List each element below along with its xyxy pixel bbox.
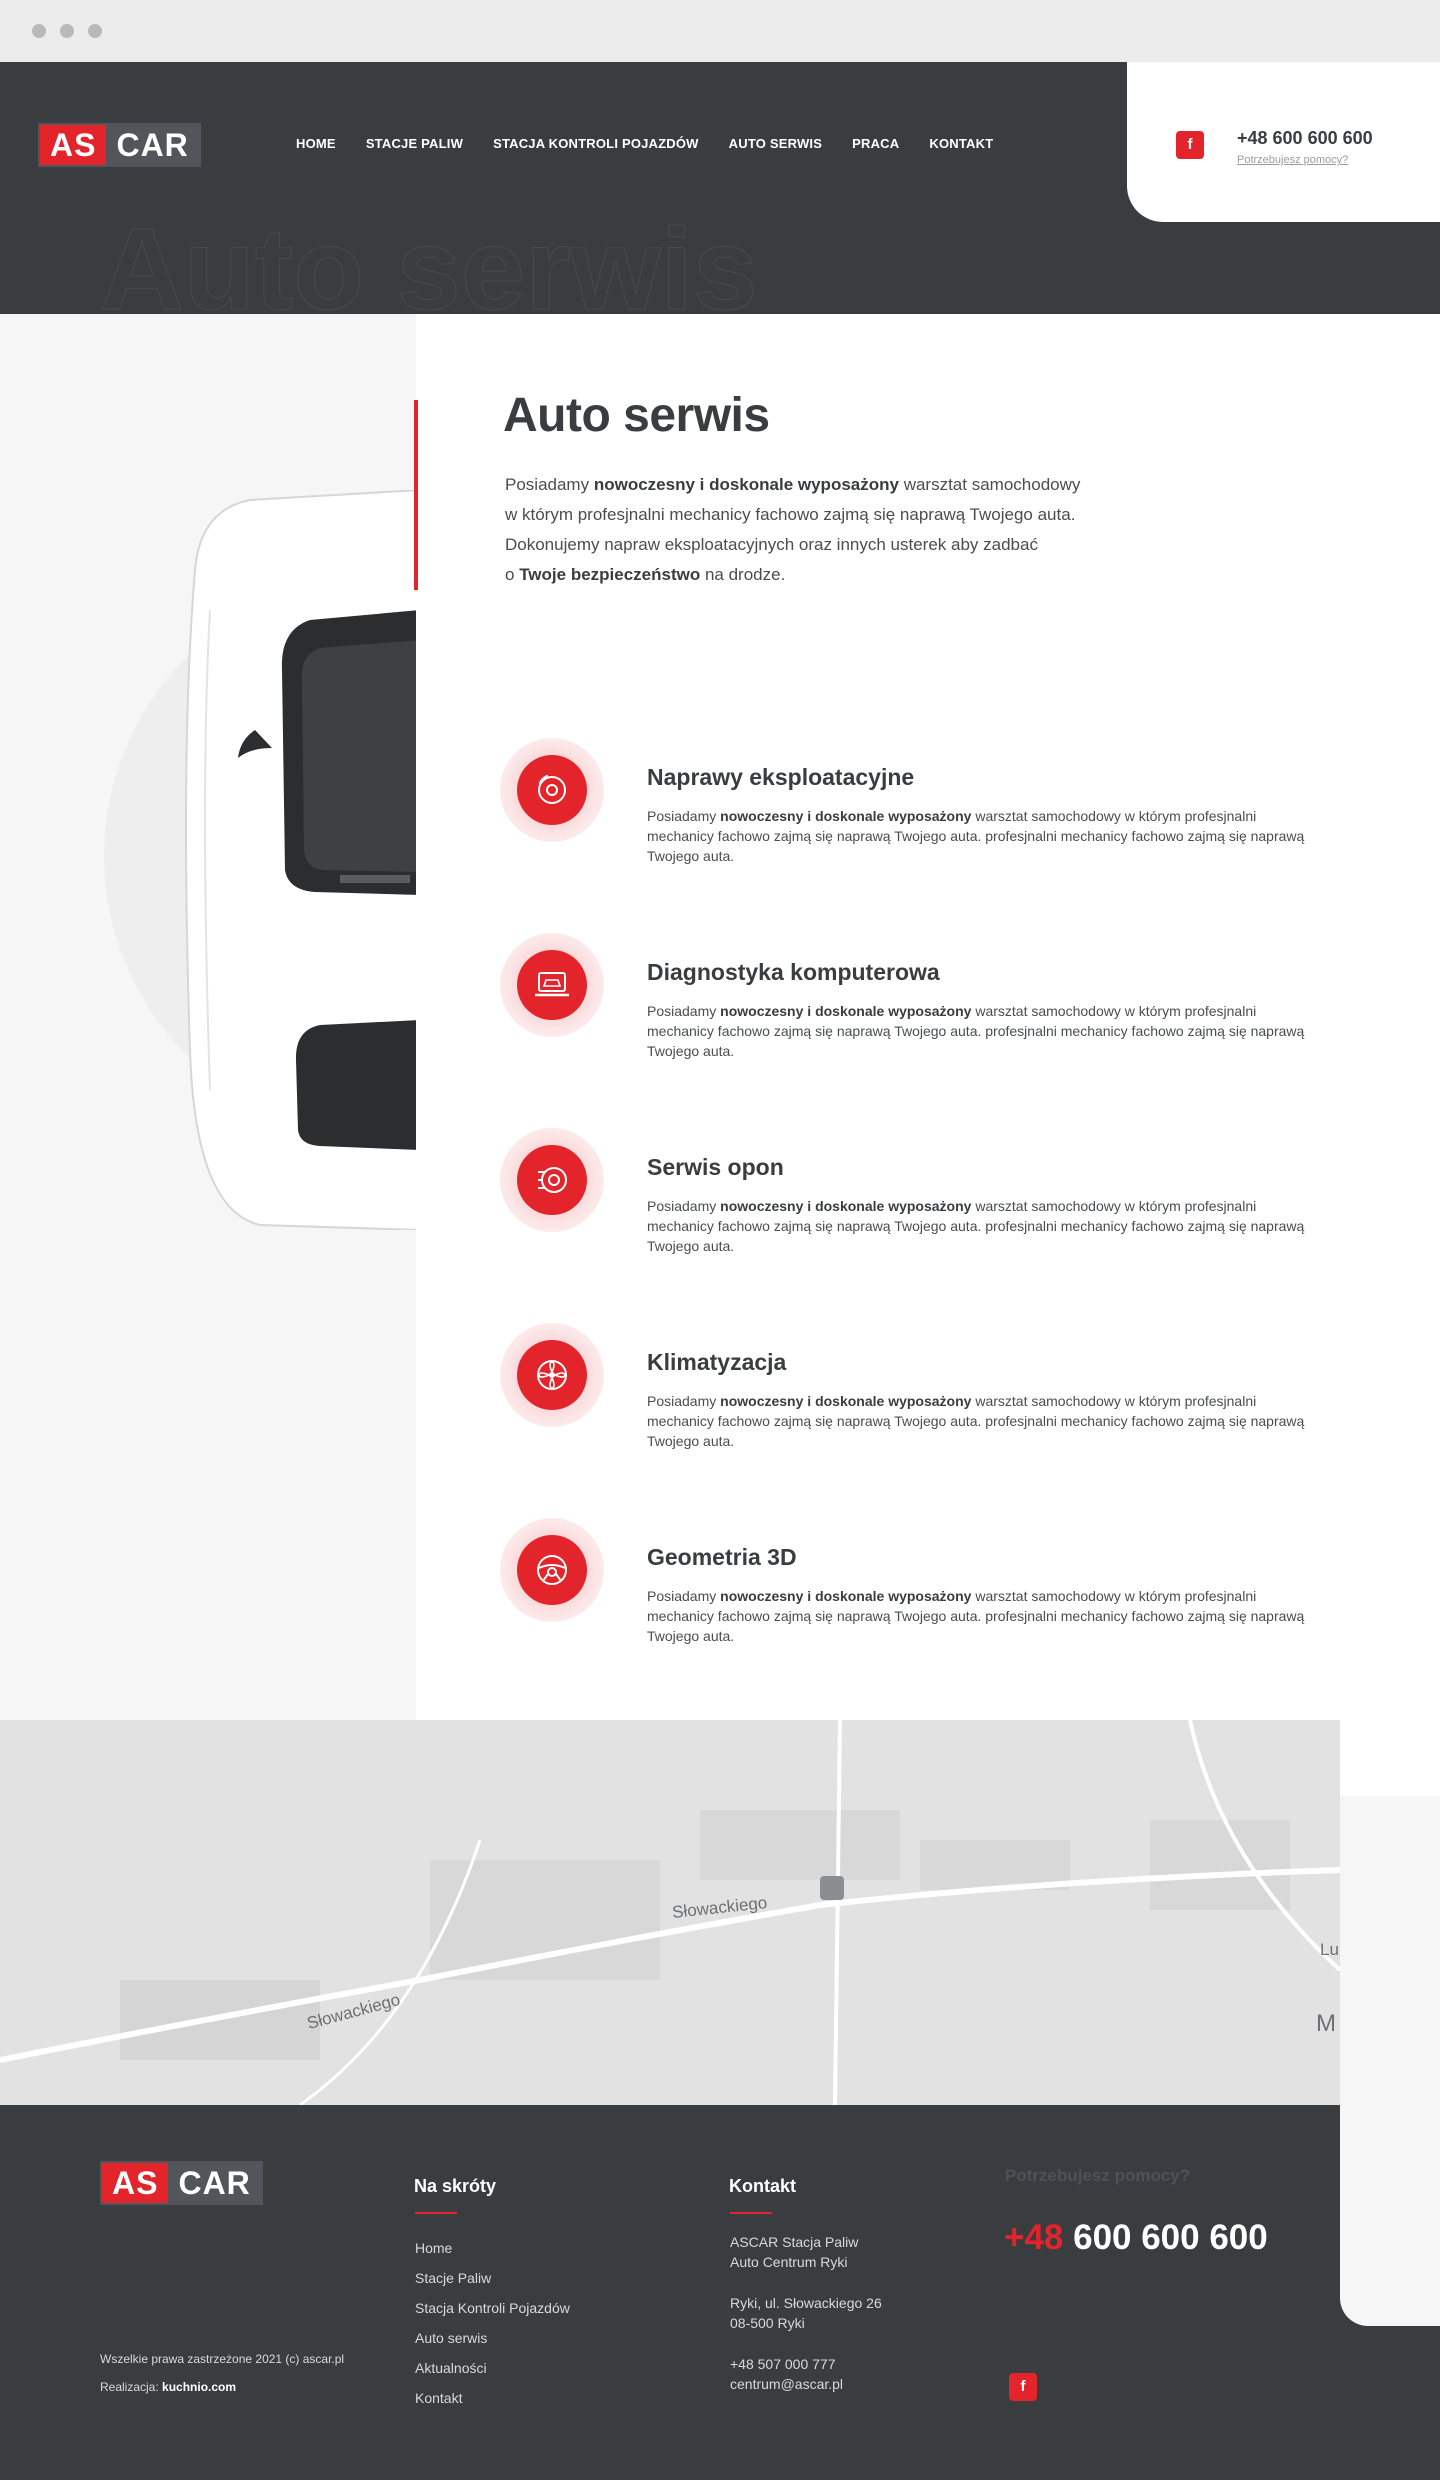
contact-heading: Kontakt (729, 2176, 796, 2196)
nav-auto-serwis[interactable]: AUTO SERWIS (728, 136, 823, 151)
nav-stacja-kontroli[interactable]: STACJA KONTROLI POJAZDÓW (493, 136, 699, 151)
nav-praca[interactable]: PRACA (852, 136, 900, 151)
logo-as: AS (102, 2163, 168, 2203)
main-nav (296, 136, 993, 151)
contact-email[interactable]: centrum@ascar.pl (730, 2376, 844, 2392)
fan-icon (517, 1340, 587, 1410)
header-phone[interactable]: +48 600 600 600 (1237, 128, 1373, 148)
footer-link-aktualnosci[interactable]: Aktualności (415, 2360, 487, 2376)
service-opony (500, 1128, 1305, 1258)
shortcuts-list (415, 2233, 570, 2413)
car-top-view-icon (100, 490, 420, 1230)
title-accent-bar (414, 400, 418, 590)
logo-car: CAR (168, 2163, 260, 2203)
nav-stacje-paliw[interactable]: STACJE PALIW (365, 136, 464, 151)
nav-home[interactable]: HOME (296, 136, 336, 151)
service-geometria (500, 1518, 1305, 1648)
window-dot-close[interactable] (32, 24, 46, 38)
steering-wheel-icon (517, 1535, 587, 1605)
map-roads (0, 1720, 1340, 2105)
window-dot-minimize[interactable] (60, 24, 74, 38)
footer-link-auto-serwis[interactable]: Auto serwis (415, 2330, 488, 2346)
window-dot-maximize[interactable] (88, 24, 102, 38)
contact-address: Ryki, ul. Słowackiego 26 08-500 Ryki (730, 2295, 882, 2331)
tire-icon (517, 1145, 587, 1215)
copyright-text: Wszelkie prawa zastrzeżone 2021 (c) ascar.pl (100, 2352, 345, 2366)
facebook-icon[interactable]: f (1009, 2373, 1037, 2401)
laptop-car-icon (517, 950, 587, 1020)
facebook-icon[interactable]: f (1176, 131, 1204, 159)
service-title: Serwis opon (647, 1154, 784, 1180)
service-description: Posiadamy nowoczesny i doskonale wyposażony warsztat samochodowy w którym profesjnalni mechanicy fachowo zajmą się naprawą Twojego auta. profesjnalni mechanicy fachowo zajmą się naprawą Twojego auta. (647, 1588, 1305, 1644)
footer-logo[interactable] (100, 2161, 263, 2205)
map-street-label: Słowackiego (671, 1893, 769, 1922)
footer-link-kontakt[interactable]: Kontakt (415, 2390, 463, 2406)
right-side-panel (1340, 1796, 1440, 2326)
intro-text: Posiadamy nowoczesny i doskonale wyposażony warsztat samochodowy w którym profesjnalni mechanicy fachowo zajmą się naprawą Twojego auta. Dokonujemy napraw eksploatacyjnych oraz innych usterek aby zadbać o Twoje bezpieczeństwo na drodze. (505, 475, 1081, 584)
service-title: Diagnostyka komputerowa (647, 959, 940, 985)
service-title: Klimatyzacja (647, 1349, 787, 1375)
service-description: Posiadamy nowoczesny i doskonale wyposażony warsztat samochodowy w którym profesjnalni mechanicy fachowo zajmą się naprawą Twojego auta. profesjnalni mechanicy fachowo zajmą się naprawą Twojego auta. (647, 1198, 1305, 1254)
brake-disc-icon (517, 755, 587, 825)
service-title: Geometria 3D (647, 1544, 797, 1570)
contact-company: ASCAR Stacja Paliw Auto Centrum Ryki (730, 2234, 859, 2270)
hero-watermark: Auto serwis (100, 204, 758, 314)
footer-link-stacje-paliw[interactable]: Stacje Paliw (415, 2270, 492, 2286)
browser-chrome (0, 0, 1440, 62)
car-image (100, 490, 420, 1230)
service-naprawy (500, 738, 1305, 868)
footer-link-stacja-kontroli[interactable]: Stacja Kontroli Pojazdów (415, 2300, 570, 2316)
nav-kontakt[interactable]: KONTAKT (929, 136, 994, 151)
header-logo[interactable] (38, 123, 201, 167)
heading-underline (415, 2212, 457, 2214)
location-map[interactable] (0, 1720, 1340, 2105)
heading-underline (730, 2212, 772, 2214)
made-by: Realizacja: kuchnio.com (100, 2380, 237, 2394)
service-description: Posiadamy nowoczesny i doskonale wyposażony warsztat samochodowy w którym profesjnalni mechanicy fachowo zajmą się naprawą Twojego auta. profesjnalni mechanicy fachowo zajmą się naprawą Twojego auta. (647, 1393, 1305, 1449)
logo-car: CAR (106, 125, 198, 165)
logo-as: AS (40, 125, 106, 165)
map-street-label: Lu (1320, 1940, 1339, 1959)
service-description: Posiadamy nowoczesny i doskonale wyposażony warsztat samochodowy w którym profesjnalni mechanicy fachowo zajmą się naprawą Twojego auta. profesjnalni mechanicy fachowo zajmą się naprawą Twojego auta. (647, 1003, 1305, 1059)
help-link[interactable]: Potrzebujesz pomocy? (1237, 154, 1349, 166)
service-diagnostyka (500, 933, 1305, 1063)
made-by-link[interactable]: kuchnio.com (162, 2380, 237, 2394)
map-place-label: M (1316, 2010, 1336, 2037)
service-description: Posiadamy nowoczesny i doskonale wyposażony warsztat samochodowy w którym profesjnalni mechanicy fachowo zajmą się naprawą Twojego auta. profesjnalni mechanicy fachowo zajmą się naprawą Twojego auta. (647, 808, 1305, 864)
footer-link-home[interactable]: Home (415, 2240, 453, 2256)
page-title: Auto serwis (503, 389, 770, 442)
service-klimatyzacja (500, 1323, 1305, 1453)
map-street-label: Słowackiego (305, 1989, 403, 2034)
footer-phone[interactable]: +48 600 600 600 (1004, 2218, 1268, 2257)
header-contact-card (1127, 62, 1440, 222)
service-title: Naprawy eksploatacyjne (647, 764, 915, 790)
contact-phone[interactable]: +48 507 000 777 (730, 2356, 836, 2372)
footer-help-label: Potrzebujesz pomocy? (1005, 2166, 1191, 2185)
shortcuts-heading: Na skróty (414, 2176, 497, 2196)
contact-details (730, 2354, 843, 2394)
